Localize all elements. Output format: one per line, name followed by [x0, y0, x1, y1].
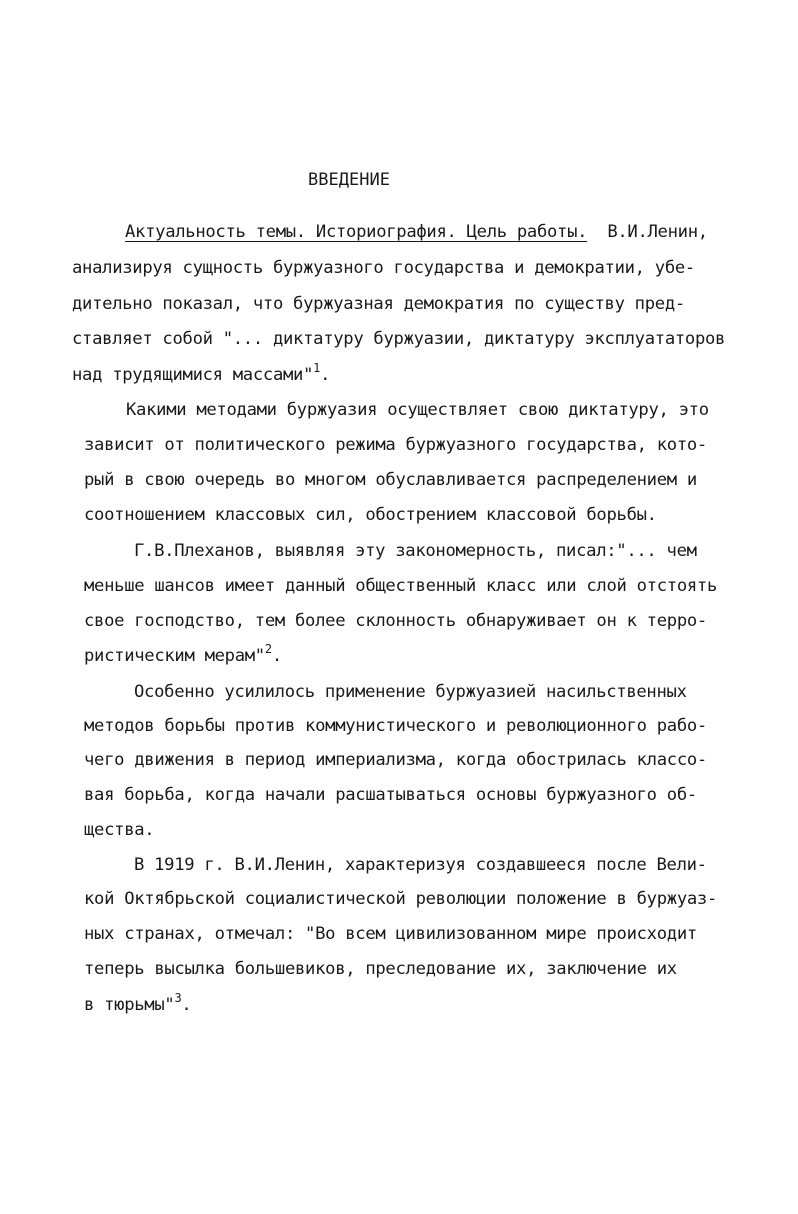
p1-line-1-rest: В.И.Ленин, — [607, 222, 708, 242]
p3-line-4-text: ристическим мерам" — [84, 646, 265, 666]
footnote-3: 3 — [174, 991, 182, 1005]
p2-line-4: соотношением классовых сил, обострением классовой борьбы. — [84, 505, 657, 525]
p5-line-2: кой Октябрьской социалистической революции положение в буржуаз- — [84, 889, 718, 909]
p1-line-1 — [125, 222, 708, 242]
p5-end: . — [181, 995, 192, 1015]
p3-end: . — [271, 646, 282, 666]
p2-line-3: рый в свою очередь во многом обуславливается распределением и — [84, 470, 697, 490]
p1-end: . — [320, 365, 331, 385]
p2-line-2: зависит от политического режима буржуазного государства, кото- — [84, 435, 707, 455]
p3-line-2: меньше шансов имеет данный общественный класс или слой отстоять — [84, 576, 718, 596]
p3-line-1: Г.В.Плеханов, выявляя эту закономерность, писал:"... чем — [134, 541, 697, 561]
p5-line-1: В 1919 г. В.И.Ленин, характеризуя создавшееся после Вели- — [134, 855, 707, 875]
p5-line-5 — [84, 991, 192, 1015]
p1-line-5 — [72, 361, 331, 385]
p4-line-3: чего движения в период империализма, когда обострилась классо- — [84, 750, 707, 770]
p4-line-5: щества. — [84, 820, 155, 840]
p5-line-5-text: в тюрьмы" — [84, 995, 175, 1015]
section-topic-underlined: Актуальность темы. Историография. Цель работы. — [125, 222, 588, 242]
p2-line-1: Какими методами буржуазия осуществляет свою диктатуру, это — [126, 400, 709, 420]
p1-line-5-text: над трудящимися массами" — [72, 365, 314, 385]
p1-line-4: ставляет собой "... диктатуру буржуазии, диктатуру эксплуататоров — [72, 329, 726, 349]
p4-line-1: Особенно усилилось применение буржуазией насильственных — [134, 682, 687, 702]
p3-line-4 — [84, 642, 282, 666]
p5-line-3: ных странах, отмечал: "Во всем цивилизованном мире происходит — [84, 924, 697, 944]
p4-line-4: вая борьба, когда начали расшатываться основы буржуазного об- — [84, 785, 697, 805]
footnote-1: 1 — [313, 361, 321, 375]
p1-line-2: анализируя сущность буржуазного государства и демократии, убе- — [72, 258, 695, 278]
p5-line-4: теперь высылка большевиков, преследование их, заключение их — [84, 959, 677, 979]
p1-line-3: дительно показал, что буржуазная демократия по существу пред- — [72, 294, 685, 314]
p4-line-2: методов борьбы против коммунистического и революционного рабо- — [84, 716, 707, 736]
p3-line-3: свое господство, тем более склонность обнаруживает он к терро- — [84, 611, 707, 631]
page-title: ВВЕДЕНИЕ — [308, 170, 390, 190]
footnote-2: 2 — [264, 642, 272, 656]
